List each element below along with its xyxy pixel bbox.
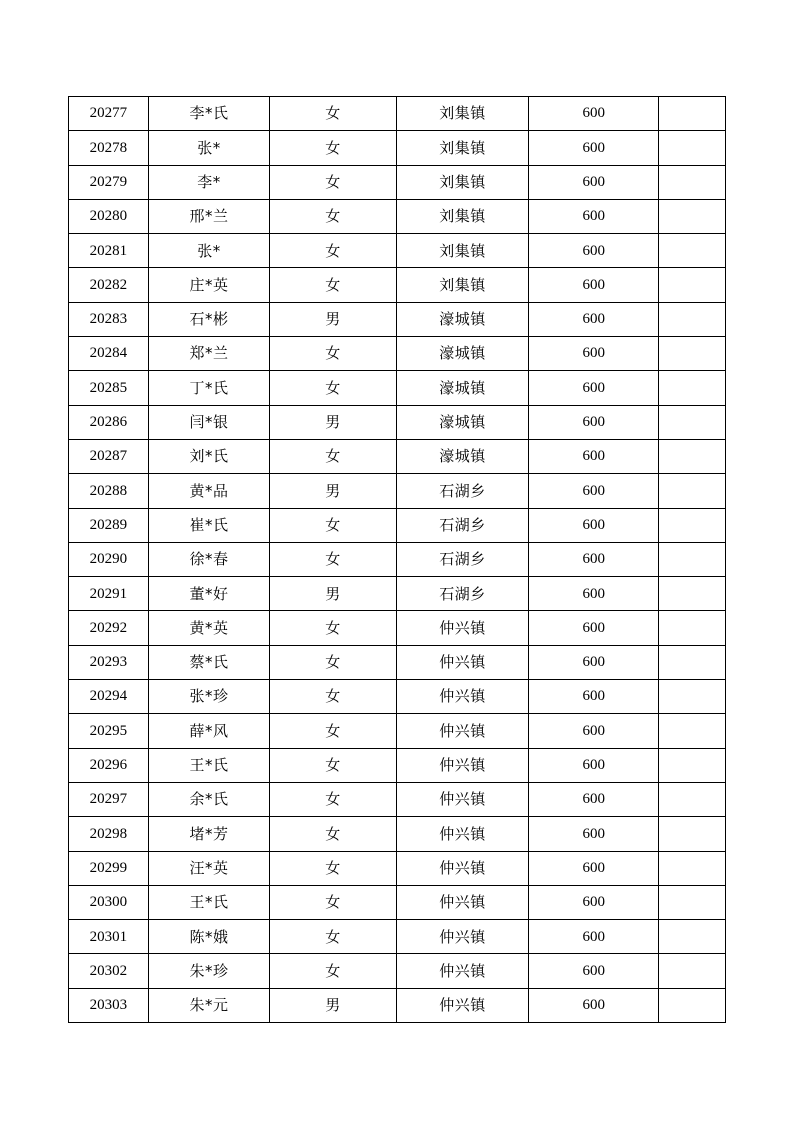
table-row [69, 508, 726, 542]
cell-amount: 600 [529, 97, 659, 131]
cell-name: 汪*英 [148, 851, 269, 885]
cell-note [659, 577, 726, 611]
cell-note [659, 920, 726, 954]
cell-name: 李* [148, 165, 269, 199]
cell-amount: 600 [529, 851, 659, 885]
cell-gender: 女 [270, 234, 397, 268]
cell-gender: 女 [270, 817, 397, 851]
cell-town: 濠城镇 [396, 371, 528, 405]
cell-note [659, 542, 726, 576]
cell-note [659, 405, 726, 439]
cell-name: 董*好 [148, 577, 269, 611]
cell-gender: 女 [270, 131, 397, 165]
cell-id: 20278 [69, 131, 149, 165]
cell-note [659, 474, 726, 508]
cell-gender: 女 [270, 268, 397, 302]
cell-id: 20297 [69, 782, 149, 816]
cell-amount: 600 [529, 371, 659, 405]
cell-town: 仲兴镇 [396, 782, 528, 816]
cell-id: 20290 [69, 542, 149, 576]
cell-id: 20284 [69, 337, 149, 371]
table-row [69, 851, 726, 885]
cell-town: 石湖乡 [396, 474, 528, 508]
cell-amount: 600 [529, 439, 659, 473]
cell-id: 20285 [69, 371, 149, 405]
cell-id: 20301 [69, 920, 149, 954]
cell-note [659, 371, 726, 405]
cell-town: 仲兴镇 [396, 714, 528, 748]
cell-gender: 男 [270, 474, 397, 508]
cell-note [659, 268, 726, 302]
cell-note [659, 337, 726, 371]
table-row [69, 988, 726, 1022]
cell-gender: 男 [270, 405, 397, 439]
cell-id: 20291 [69, 577, 149, 611]
cell-name: 王*氏 [148, 885, 269, 919]
table-row [69, 439, 726, 473]
cell-amount: 600 [529, 302, 659, 336]
cell-town: 濠城镇 [396, 302, 528, 336]
cell-town: 仲兴镇 [396, 988, 528, 1022]
cell-note [659, 988, 726, 1022]
cell-name: 张* [148, 234, 269, 268]
cell-id: 20279 [69, 165, 149, 199]
table-row [69, 748, 726, 782]
cell-town: 石湖乡 [396, 577, 528, 611]
cell-town: 刘集镇 [396, 131, 528, 165]
cell-amount: 600 [529, 954, 659, 988]
cell-amount: 600 [529, 131, 659, 165]
cell-note [659, 714, 726, 748]
cell-id: 20283 [69, 302, 149, 336]
cell-note [659, 851, 726, 885]
cell-id: 20286 [69, 405, 149, 439]
cell-name: 李*氏 [148, 97, 269, 131]
cell-note [659, 782, 726, 816]
cell-amount: 600 [529, 885, 659, 919]
table-row [69, 680, 726, 714]
cell-name: 余*氏 [148, 782, 269, 816]
cell-name: 蔡*氏 [148, 645, 269, 679]
cell-name: 黄*品 [148, 474, 269, 508]
cell-name: 朱*元 [148, 988, 269, 1022]
table-row [69, 165, 726, 199]
cell-town: 濠城镇 [396, 439, 528, 473]
cell-town: 刘集镇 [396, 97, 528, 131]
cell-town: 石湖乡 [396, 542, 528, 576]
cell-town: 濠城镇 [396, 405, 528, 439]
table-row [69, 474, 726, 508]
cell-name: 丁*氏 [148, 371, 269, 405]
cell-town: 仲兴镇 [396, 817, 528, 851]
cell-amount: 600 [529, 920, 659, 954]
cell-gender: 女 [270, 885, 397, 919]
cell-town: 仲兴镇 [396, 920, 528, 954]
cell-amount: 600 [529, 542, 659, 576]
cell-amount: 600 [529, 817, 659, 851]
cell-gender: 男 [270, 988, 397, 1022]
cell-gender: 男 [270, 577, 397, 611]
cell-amount: 600 [529, 165, 659, 199]
cell-name: 堵*芳 [148, 817, 269, 851]
cell-id: 20293 [69, 645, 149, 679]
cell-amount: 600 [529, 714, 659, 748]
table-row [69, 302, 726, 336]
cell-id: 20298 [69, 817, 149, 851]
roster-table [68, 96, 726, 1023]
cell-note [659, 302, 726, 336]
cell-gender: 女 [270, 165, 397, 199]
cell-gender: 女 [270, 97, 397, 131]
cell-town: 仲兴镇 [396, 611, 528, 645]
table-row [69, 234, 726, 268]
cell-gender: 女 [270, 748, 397, 782]
cell-gender: 女 [270, 199, 397, 233]
cell-gender: 女 [270, 714, 397, 748]
cell-gender: 女 [270, 851, 397, 885]
table-row [69, 920, 726, 954]
cell-id: 20292 [69, 611, 149, 645]
cell-amount: 600 [529, 268, 659, 302]
cell-id: 20295 [69, 714, 149, 748]
cell-amount: 600 [529, 988, 659, 1022]
cell-gender: 女 [270, 542, 397, 576]
cell-note [659, 199, 726, 233]
cell-gender: 女 [270, 337, 397, 371]
cell-note [659, 748, 726, 782]
table-row [69, 371, 726, 405]
cell-id: 20288 [69, 474, 149, 508]
cell-id: 20303 [69, 988, 149, 1022]
cell-id: 20294 [69, 680, 149, 714]
cell-amount: 600 [529, 782, 659, 816]
table-row [69, 782, 726, 816]
cell-amount: 600 [529, 199, 659, 233]
cell-town: 仲兴镇 [396, 680, 528, 714]
cell-gender: 女 [270, 920, 397, 954]
cell-id: 20287 [69, 439, 149, 473]
cell-note [659, 439, 726, 473]
cell-town: 仲兴镇 [396, 851, 528, 885]
cell-town: 仲兴镇 [396, 645, 528, 679]
cell-town: 濠城镇 [396, 337, 528, 371]
cell-town: 刘集镇 [396, 268, 528, 302]
cell-amount: 600 [529, 680, 659, 714]
cell-town: 仲兴镇 [396, 885, 528, 919]
cell-town: 刘集镇 [396, 234, 528, 268]
cell-gender: 女 [270, 508, 397, 542]
cell-note [659, 680, 726, 714]
cell-gender: 女 [270, 680, 397, 714]
cell-name: 徐*春 [148, 542, 269, 576]
table-row [69, 131, 726, 165]
cell-id: 20299 [69, 851, 149, 885]
cell-id: 20282 [69, 268, 149, 302]
cell-name: 朱*珍 [148, 954, 269, 988]
cell-name: 邢*兰 [148, 199, 269, 233]
cell-amount: 600 [529, 748, 659, 782]
cell-id: 20300 [69, 885, 149, 919]
cell-town: 刘集镇 [396, 199, 528, 233]
cell-note [659, 885, 726, 919]
table-row [69, 199, 726, 233]
cell-gender: 女 [270, 611, 397, 645]
table-row [69, 337, 726, 371]
cell-note [659, 817, 726, 851]
cell-note [659, 954, 726, 988]
cell-name: 黄*英 [148, 611, 269, 645]
table-row [69, 714, 726, 748]
cell-gender: 女 [270, 439, 397, 473]
roster-table-container [68, 96, 726, 1023]
cell-id: 20280 [69, 199, 149, 233]
cell-amount: 600 [529, 405, 659, 439]
cell-gender: 女 [270, 782, 397, 816]
cell-name: 闫*银 [148, 405, 269, 439]
roster-table-body [69, 97, 726, 1023]
cell-note [659, 131, 726, 165]
cell-name: 石*彬 [148, 302, 269, 336]
cell-name: 张* [148, 131, 269, 165]
cell-note [659, 97, 726, 131]
table-row [69, 611, 726, 645]
table-row [69, 645, 726, 679]
cell-amount: 600 [529, 234, 659, 268]
cell-name: 庄*英 [148, 268, 269, 302]
table-row [69, 97, 726, 131]
cell-gender: 女 [270, 371, 397, 405]
table-row [69, 577, 726, 611]
cell-amount: 600 [529, 645, 659, 679]
cell-note [659, 508, 726, 542]
cell-name: 王*氏 [148, 748, 269, 782]
cell-town: 石湖乡 [396, 508, 528, 542]
table-row [69, 885, 726, 919]
table-row [69, 405, 726, 439]
cell-amount: 600 [529, 577, 659, 611]
cell-name: 薛*风 [148, 714, 269, 748]
cell-note [659, 234, 726, 268]
cell-amount: 600 [529, 474, 659, 508]
cell-id: 20289 [69, 508, 149, 542]
cell-gender: 女 [270, 954, 397, 988]
cell-note [659, 165, 726, 199]
table-row [69, 268, 726, 302]
cell-town: 刘集镇 [396, 165, 528, 199]
cell-name: 郑*兰 [148, 337, 269, 371]
cell-id: 20302 [69, 954, 149, 988]
cell-name: 崔*氏 [148, 508, 269, 542]
cell-amount: 600 [529, 611, 659, 645]
cell-gender: 男 [270, 302, 397, 336]
cell-name: 刘*氏 [148, 439, 269, 473]
cell-id: 20296 [69, 748, 149, 782]
table-row [69, 542, 726, 576]
cell-amount: 600 [529, 508, 659, 542]
table-row [69, 817, 726, 851]
cell-name: 陈*娥 [148, 920, 269, 954]
table-row [69, 954, 726, 988]
cell-amount: 600 [529, 337, 659, 371]
cell-town: 仲兴镇 [396, 954, 528, 988]
cell-id: 20281 [69, 234, 149, 268]
cell-name: 张*珍 [148, 680, 269, 714]
cell-town: 仲兴镇 [396, 748, 528, 782]
cell-id: 20277 [69, 97, 149, 131]
cell-note [659, 611, 726, 645]
cell-gender: 女 [270, 645, 397, 679]
cell-note [659, 645, 726, 679]
